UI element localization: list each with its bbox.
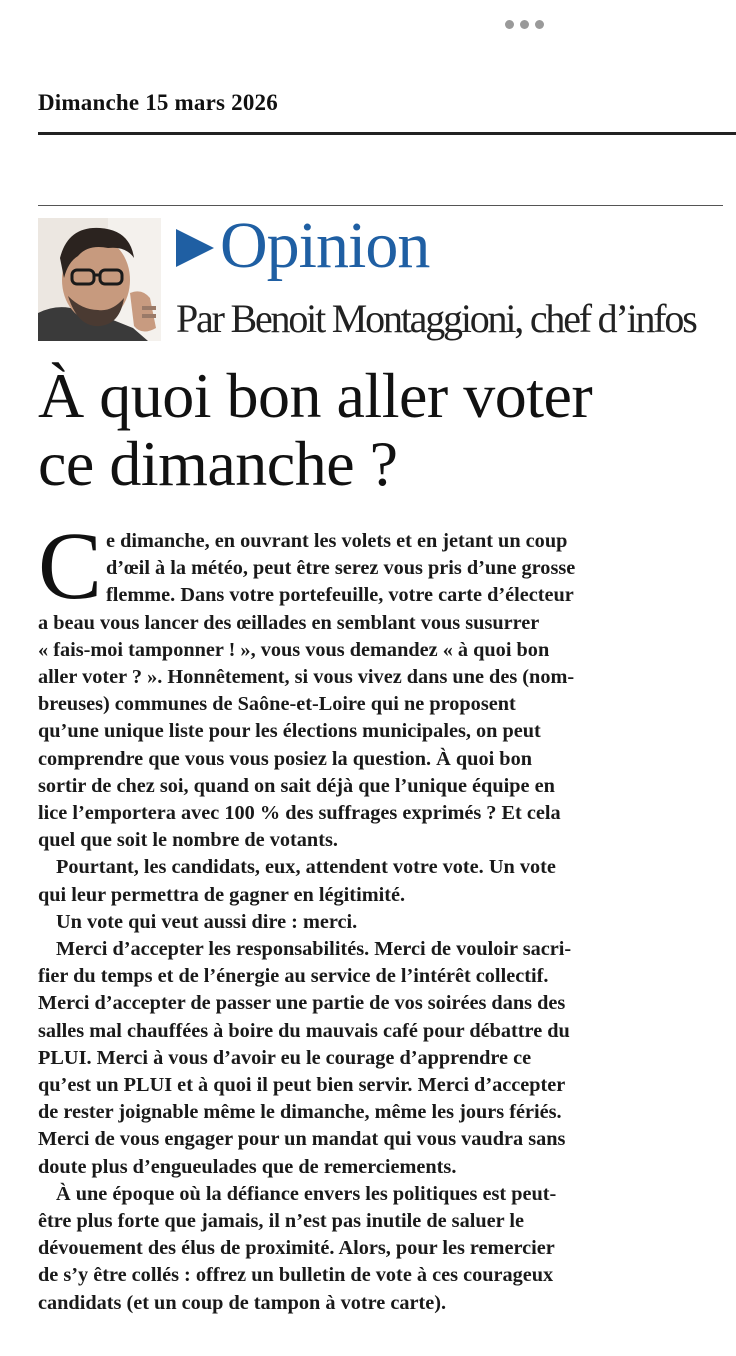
section-label: Opinion (220, 209, 430, 282)
dot-icon (505, 20, 514, 29)
more-options-icon[interactable] (505, 20, 544, 29)
text-line: être plus forte que jamais, il n’est pas inutile de saluer le (38, 1210, 524, 1233)
edition-date: Dimanche 15 mars 2026 (38, 90, 278, 115)
byline: Par Benoit Montaggioni, chef d’infos (176, 296, 696, 341)
headline-line: À quoi bon aller voter (38, 360, 593, 431)
text-line: Merci d’accepter de passer une partie de vos soirées dans des (38, 992, 566, 1015)
text-line: doute plus d’engueulades que de remerciements. (38, 1155, 457, 1178)
play-triangle-icon (176, 229, 214, 267)
paragraph-4 (38, 936, 668, 1181)
text-line: « fais-moi tamponner ! », vous vous demandez « à quoi bon (38, 638, 550, 661)
section-divider (38, 205, 723, 206)
text-line: breuses) communes de Saône-et-Loire qui ne proposent (38, 693, 516, 716)
text-line: qu’une unique liste pour les élections municipales, on peut (38, 720, 541, 743)
text-line: comprendre que vous vous posiez la question. À quoi bon (38, 747, 532, 770)
author-portrait-image (38, 218, 161, 341)
text-line: Merci de vous engager pour un mandat qui vous vaudra sans (38, 1128, 566, 1151)
text-line: a beau vous lancer des œillades en semblant vous susurrer (38, 611, 540, 634)
text-line: qui leur permettra de gagner en légitimité. (38, 883, 406, 906)
header-divider (38, 132, 736, 135)
paragraph-5 (38, 1181, 668, 1317)
text-line: d’œil à la météo, peut être serez vous pris d’une grosse (106, 557, 576, 580)
paragraph-2 (38, 854, 668, 908)
text-line: de s’y être collés : offrez un bulletin de vote à ces courageux (38, 1264, 554, 1287)
drop-cap: C (38, 512, 103, 619)
text-line: de rester joignable même le dimanche, même les jours fériés. (38, 1101, 562, 1124)
text-line: À une époque où la défiance envers les politiques est peut- (56, 1182, 557, 1205)
author-photo (38, 218, 161, 341)
dot-icon (535, 20, 544, 29)
section-heading (176, 210, 429, 282)
text-line: aller voter ? ». Honnêtement, si vous vivez dans une des (nom- (38, 666, 575, 689)
headline (38, 362, 728, 498)
text-line: dévouement des élus de proximité. Alors, pour les remercier (38, 1237, 555, 1260)
text-line: flemme. Dans votre portefeuille, votre carte d’électeur (106, 584, 574, 607)
text-line: salles mal chauffées à boire du mauvais café pour débattre du (38, 1019, 570, 1042)
text-line: lice l’emportera avec 100 % des suffrages exprimés ? Et cela (38, 802, 561, 825)
text-line: fier du temps et de l’énergie au service de l’intérêt collectif. (38, 965, 549, 988)
text-line: quel que soit le nombre de votants. (38, 829, 338, 852)
paragraph-1 (38, 512, 668, 854)
text-line: candidats (et un coup de tampon à votre carte). (38, 1291, 447, 1314)
headline-line: ce dimanche ? (38, 428, 398, 499)
article-body (38, 512, 668, 1317)
dot-icon (520, 20, 529, 29)
paragraph-3 (38, 909, 668, 936)
text-line: PLUI. Merci à vous d’avoir eu le courage d’apprendre ce (38, 1046, 532, 1069)
text-line: e dimanche, en ouvrant les volets et en jetant un coup (106, 530, 568, 552)
text-line: sortir de chez soi, quand on sait déjà que l’unique équipe en (38, 774, 555, 797)
text-line: qu’est un PLUI et à quoi il peut bien servir. Merci d’accepter (38, 1074, 566, 1097)
text-line: Un vote qui veut aussi dire : merci. (56, 910, 358, 933)
text-line: Merci d’accepter les responsabilités. Merci de vouloir sacri- (56, 938, 572, 961)
text-line: Pourtant, les candidats, eux, attendent votre vote. Un vote (56, 856, 556, 879)
